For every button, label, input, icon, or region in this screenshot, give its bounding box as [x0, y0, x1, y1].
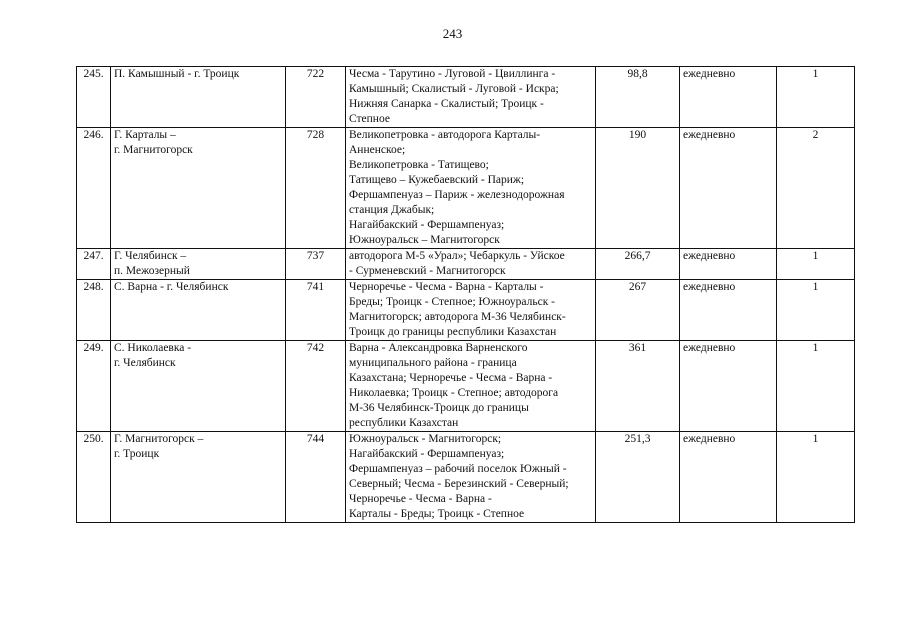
route-path-cell-line: Южноуральск – Магнитогорск — [349, 234, 500, 246]
distance-cell — [596, 67, 680, 128]
route-code-cell-text: 741 — [306, 281, 325, 293]
row-number-cell-text: 245. — [83, 68, 104, 80]
table-row — [77, 67, 855, 128]
route-name-cell — [111, 341, 286, 432]
page-number: 243 — [442, 26, 463, 41]
route-path-cell-line: Варна - Александровка Варненского — [349, 342, 528, 354]
route-path-cell-line: станция Джабык; — [349, 204, 435, 216]
route-path-cell-line: автодорога М-5 «Урал»; Чебаркуль - Уйское — [349, 250, 565, 262]
distance-cell-text: 98,8 — [627, 68, 648, 80]
count-cell-text: 1 — [812, 342, 819, 354]
route-name-cell — [111, 67, 286, 128]
distance-cell-text: 267 — [628, 281, 647, 293]
route-name-cell-line: г. Троицк — [114, 448, 160, 460]
count-cell — [777, 67, 855, 128]
table-row — [77, 280, 855, 341]
route-path-cell-line: Николаевка; Троицк - Степное; автодорога — [349, 387, 559, 399]
route-path-cell-line: Фершампенуаз – рабочий поселок Южный - — [349, 463, 567, 475]
route-name-cell-line: п. Межозерный — [114, 265, 190, 277]
frequency-cell — [680, 67, 777, 128]
route-path-cell — [346, 67, 596, 128]
count-cell-text: 2 — [812, 129, 819, 141]
route-path-cell-line: Нагайбакский - Фершампенуаз; — [349, 219, 505, 231]
row-number-cell-text: 248. — [83, 281, 104, 293]
route-path-cell-line: Фершампенуаз – Париж - железнодорожная — [349, 189, 565, 201]
route-path-cell-line: Северный; Чесма - Березинский - Северный; — [349, 478, 569, 490]
count-cell — [777, 249, 855, 280]
route-path-cell-line: Троицк до границы республики Казахстан — [349, 326, 557, 338]
route-path-cell-line: Татищево – Кужебаевский - Париж; — [349, 174, 525, 186]
frequency-cell — [680, 128, 777, 249]
count-cell-text: 1 — [812, 281, 819, 293]
route-path-cell-line: - Сурменевский - Магнитогорск — [349, 265, 506, 277]
route-path-cell — [346, 280, 596, 341]
route-code-cell — [286, 67, 346, 128]
route-path-cell-line: Камышный; Скалистый - Луговой - Искра; — [349, 83, 559, 95]
route-name-cell-line: Г. Магнитогорск – — [114, 433, 204, 445]
row-number-cell-text: 246. — [83, 129, 104, 141]
route-name-cell — [111, 249, 286, 280]
distance-cell — [596, 432, 680, 523]
route-code-cell-text: 744 — [306, 433, 325, 445]
route-code-cell-text: 728 — [306, 129, 325, 141]
route-path-cell — [346, 432, 596, 523]
count-cell — [777, 432, 855, 523]
count-cell — [777, 128, 855, 249]
frequency-cell-text: ежедневно — [683, 68, 736, 80]
route-name-cell-line: г. Челябинск — [114, 357, 176, 369]
route-code-cell — [286, 280, 346, 341]
route-path-cell-line: Бреды; Троицк - Степное; Южноуральск - — [349, 296, 555, 308]
row-number-cell — [77, 249, 111, 280]
frequency-cell — [680, 280, 777, 341]
frequency-cell — [680, 249, 777, 280]
route-name-cell-line: П. Камышный - г. Троицк — [114, 68, 240, 80]
distance-cell — [596, 249, 680, 280]
row-number-cell — [77, 280, 111, 341]
frequency-cell-text: ежедневно — [683, 281, 736, 293]
route-path-cell-line: Казахстана; Черноречье - Чесма - Варна - — [349, 372, 553, 384]
route-code-cell-text: 722 — [306, 68, 325, 80]
row-number-cell — [77, 341, 111, 432]
route-path-cell-line: Магнитогорск; автодорога М-36 Челябинск- — [349, 311, 566, 323]
route-code-cell — [286, 249, 346, 280]
distance-cell — [596, 280, 680, 341]
frequency-cell-text: ежедневно — [683, 250, 736, 262]
route-path-cell — [346, 128, 596, 249]
frequency-cell-text: ежедневно — [683, 129, 736, 141]
row-number-cell — [77, 67, 111, 128]
route-path-cell-line: Южноуральск - Магнитогорск; — [349, 433, 502, 445]
route-path-cell-line: Нагайбакский - Фершампенуаз; — [349, 448, 505, 460]
route-path-cell-line: республики Казахстан — [349, 417, 459, 429]
route-name-cell — [111, 432, 286, 523]
route-name-cell-line: Г. Карталы – — [114, 129, 176, 141]
row-number-cell-text: 249. — [83, 342, 104, 354]
frequency-cell — [680, 432, 777, 523]
route-path-cell-line: М-36 Челябинск-Троицк до границы — [349, 402, 529, 414]
count-cell-text: 1 — [812, 68, 819, 80]
row-number-cell — [77, 432, 111, 523]
count-cell-text: 1 — [812, 250, 819, 262]
route-name-cell-line: Г. Челябинск – — [114, 250, 187, 262]
routes-table — [76, 66, 855, 523]
route-name-cell — [111, 128, 286, 249]
row-number-cell-text: 247. — [83, 250, 104, 262]
table-row — [77, 249, 855, 280]
routes-table-body — [77, 67, 855, 523]
distance-cell-text: 266,7 — [624, 250, 651, 262]
distance-cell — [596, 128, 680, 249]
route-name-cell-line: г. Магнитогорск — [114, 144, 193, 156]
distance-cell-text: 251,3 — [624, 433, 651, 445]
route-path-cell-line: муниципального района - граница — [349, 357, 517, 369]
count-cell — [777, 341, 855, 432]
route-code-cell — [286, 128, 346, 249]
route-path-cell-line: Степное — [349, 113, 390, 125]
route-code-cell — [286, 432, 346, 523]
count-cell — [777, 280, 855, 341]
table-row — [77, 432, 855, 523]
route-path-cell-line: Черноречье - Чесма - Варна - Карталы - — [349, 281, 544, 293]
route-name-cell — [111, 280, 286, 341]
route-path-cell — [346, 249, 596, 280]
route-path-cell-line: Нижняя Санарка - Скалистый; Троицк - — [349, 98, 544, 110]
route-name-cell-line: С. Варна - г. Челябинск — [114, 281, 229, 293]
route-path-cell-line: Анненское; — [349, 144, 406, 156]
frequency-cell — [680, 341, 777, 432]
route-path-cell-line: Карталы - Бреды; Троицк - Степное — [349, 508, 525, 520]
count-cell-text: 1 — [812, 433, 819, 445]
row-number-cell-text: 250. — [83, 433, 104, 445]
frequency-cell-text: ежедневно — [683, 433, 736, 445]
route-code-cell-text: 737 — [306, 250, 325, 262]
distance-cell-text: 190 — [628, 129, 647, 141]
route-code-cell-text: 742 — [306, 342, 325, 354]
route-path-cell-line: Черноречье - Чесма - Варна - — [349, 493, 492, 505]
route-path-cell-line: Чесма - Тарутино - Луговой - Цвиллинга - — [349, 68, 556, 80]
route-path-cell-line: Великопетровка - Татищево; — [349, 159, 489, 171]
table-row — [77, 128, 855, 249]
frequency-cell-text: ежедневно — [683, 342, 736, 354]
table-row — [77, 341, 855, 432]
route-code-cell — [286, 341, 346, 432]
route-path-cell-line: Великопетровка - автодорога Карталы- — [349, 129, 541, 141]
route-path-cell — [346, 341, 596, 432]
row-number-cell — [77, 128, 111, 249]
route-name-cell-line: С. Николаевка - — [114, 342, 192, 354]
distance-cell — [596, 341, 680, 432]
distance-cell-text: 361 — [628, 342, 647, 354]
